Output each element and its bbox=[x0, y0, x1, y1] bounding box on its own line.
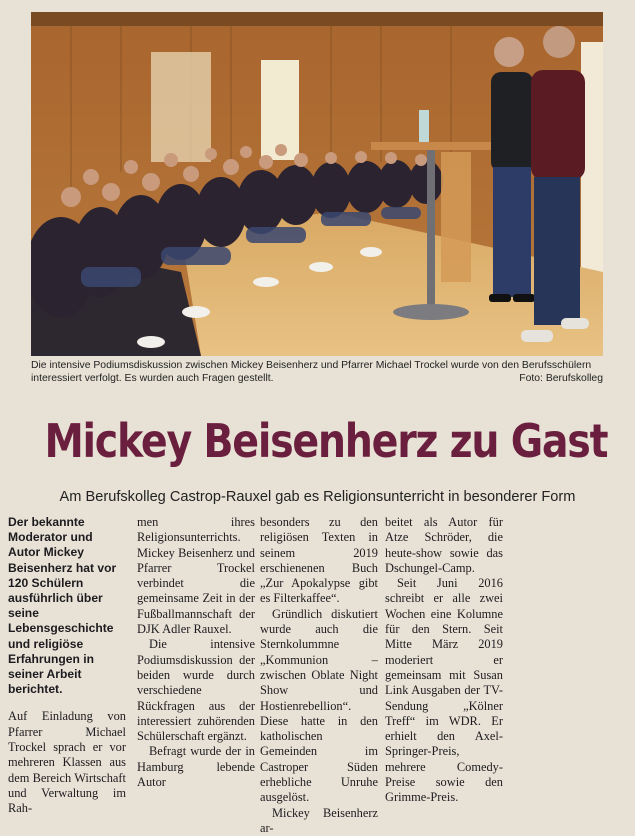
body-paragraph: Auf Einladung von Pfarrer Michael Trockel sprach er vor mehreren Klassen aus dem Bereich Wirtschaft und Verwaltung im Rah- bbox=[8, 709, 126, 816]
body-paragraph: Gründlich diskutiert wurde auch die Sternkolummne „Kommunion – zwischen Oblate Night Show und Hostienrebellion“. Diese hatte in den katholischen Gemeinden im Castroper Süden erhebliche Unruhe ausgelöst. bbox=[260, 606, 378, 805]
article-photo bbox=[31, 12, 603, 356]
photo-caption bbox=[31, 359, 603, 385]
photo-lecture-hall-icon bbox=[31, 12, 603, 356]
body-paragraph: men ihres Religionsunterrichts. Mickey Beisenherz und Pfarrer Trockel verbindet die gemeinsame Zeit in der Fußballmannschaft der DJK Adler Rauxel. bbox=[137, 515, 255, 637]
body-paragraph: Befragt wurde der in Hamburg lebende Autor bbox=[137, 744, 255, 790]
article-headline: Mickey Beisenherz zu Gast bbox=[44, 414, 608, 468]
article-subheadline: Am Berufskolleg Castrop-Rauxel gab es Religionsunterricht in besonderer Form bbox=[59, 489, 576, 505]
article-column-3 bbox=[260, 515, 378, 836]
body-paragraph: Mickey Beisenherz ar- bbox=[260, 805, 378, 835]
body-paragraph: Seit Juni 2016 schreibt er alle zwei Wochen eine Kolumne für den Stern. Seit Mitte März 2019 moderiert er gemeinsam mit Susan Link Ausgaben der TV-Sendung „Kölner Treff“ im WDR. Er erhielt den Axel-Springer-Preis, mehrere Comedy-Preise sowie den Grimme-Preis. bbox=[385, 576, 503, 805]
article-column-4 bbox=[385, 515, 503, 806]
article-column-2 bbox=[137, 515, 255, 790]
body-paragraph: beitet als Autor für Atze Schröder, die heute-show sowie das Dschungel-Camp. bbox=[385, 515, 503, 575]
photo-credit: Foto: Berufskolleg bbox=[519, 373, 603, 384]
article-lead: Der bekannte Moderator und Autor Mickey Beisenherz hat vor 120 Schülern ausführlich über seine Lebensgeschichte und religiöse Erfahrungen in seiner Arbeit berichtet. bbox=[8, 515, 117, 697]
caption-text: Die intensive Podiumsdiskussion zwischen Mickey Beisenherz und Pfarrer Michael Trockel wurde von den Berufsschülern interessiert verfolgt. Es wurden auch Fragen gestellt. bbox=[31, 360, 592, 384]
article-column-1 bbox=[8, 515, 126, 817]
body-paragraph: besonders zu den religiösen Texten in seinem 2019 erschienenen Buch „Zur Apokalypse gibt es Filterkaffee“. bbox=[260, 515, 378, 606]
body-paragraph: Die intensive Podiumsdiskussion der beiden wurde durch verschiedene Rückfragen aus der interessiert zuhörenden Schülerschaft ergänzt. bbox=[137, 637, 255, 744]
